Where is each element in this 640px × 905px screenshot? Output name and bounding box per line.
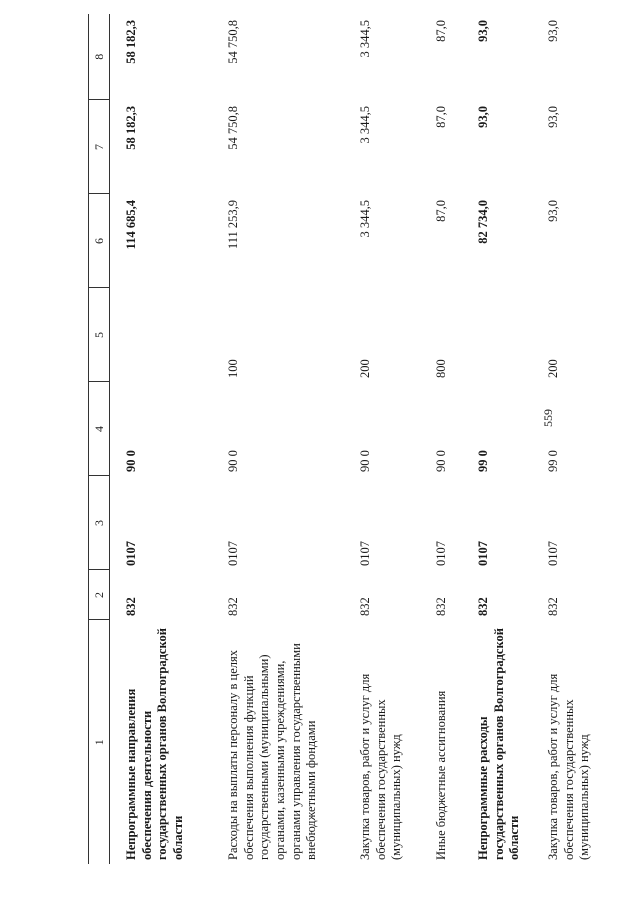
table-body: [110, 14, 607, 864]
row-expense-type: [110, 288, 211, 382]
row-program-code: 99 0: [476, 450, 490, 472]
header-row: [89, 14, 110, 864]
header-col-1: 1: [89, 620, 110, 864]
row-amount-col8: 87,0: [434, 20, 448, 42]
header-col-8: 8: [89, 14, 110, 100]
row-ministry-code: 832: [476, 597, 490, 616]
header-col-3: 3: [89, 476, 110, 570]
row-amount-col7: 54 750,8: [226, 106, 240, 150]
row-ministry-code: 832: [546, 597, 560, 616]
row-ministry-code: 832: [434, 597, 448, 616]
table-row: [110, 14, 211, 864]
row-section-code: 0107: [434, 541, 448, 566]
budget-table-container: [88, 14, 598, 864]
row-amount-col7: 93,0: [546, 106, 560, 128]
table-row: [346, 14, 422, 864]
row-name: Закупка товаров, работ и услуг для обеспечения государственных (муниципальных) нужд: [358, 673, 404, 860]
row-ministry-code: 832: [124, 597, 138, 616]
header-col-4: 4: [89, 382, 110, 476]
row-expense-type: 100: [226, 359, 240, 378]
row-amount-col6: 87,0: [434, 200, 448, 222]
row-amount-col8: 3 344,5: [358, 20, 372, 58]
row-amount-col7: 87,0: [434, 106, 448, 128]
row-name: Расходы на выплаты персоналу в целях обеспечения выполнения функций государственными (муниципальными) органами, казенными учреждениями, органами управления государственными внебюджетными фондами: [226, 643, 319, 860]
row-amount-col8: 54 750,8: [226, 20, 240, 64]
row-ministry-code: 832: [358, 597, 372, 616]
row-section-code: 0107: [124, 541, 138, 566]
budget-table: [88, 14, 606, 864]
header-col-6: 6: [89, 194, 110, 288]
row-section-code: 0107: [546, 541, 560, 566]
header-col-5: 5: [89, 288, 110, 382]
row-amount-col7: 93,0: [476, 106, 490, 128]
row-program-code: 90 0: [124, 450, 138, 472]
row-section-code: 0107: [358, 541, 372, 566]
page-number: 559: [541, 409, 555, 427]
row-section-code: 0107: [476, 541, 490, 566]
row-amount-col8: 93,0: [476, 20, 490, 42]
row-amount-col6: 3 344,5: [358, 200, 372, 238]
row-program-code: 99 0: [546, 450, 560, 472]
row-expense-type: 800: [434, 359, 448, 378]
row-amount-col7: 3 344,5: [358, 106, 372, 144]
table-header: [89, 14, 110, 864]
row-amount-col6: 111 253,9: [226, 200, 240, 250]
row-amount-col6: 93,0: [546, 200, 560, 222]
row-program-code: 90 0: [434, 450, 448, 472]
row-amount-col6: 82 734,0: [476, 200, 490, 244]
row-amount-col6: 114 685,4: [124, 200, 138, 250]
table-row: [534, 14, 606, 864]
row-amount-col8: 58 182,3: [124, 20, 138, 64]
row-section-code: 0107: [226, 541, 240, 566]
table-row: [422, 14, 464, 864]
table-row: [210, 14, 346, 864]
header-col-7: 7: [89, 100, 110, 194]
row-name: Непрограммные расходы государственных органов Волгоградской области: [476, 628, 522, 860]
row-name: Иные бюджетные ассигнования: [434, 690, 448, 860]
row-amount-col7: 58 182,3: [124, 106, 138, 150]
row-ministry-code: 832: [226, 597, 240, 616]
row-program-code: 90 0: [226, 450, 240, 472]
row-expense-type: 200: [546, 359, 560, 378]
row-program-code: 90 0: [358, 450, 372, 472]
row-expense-type: 200: [358, 359, 372, 378]
row-amount-col8: 93,0: [546, 20, 560, 42]
row-expense-type: [464, 288, 534, 382]
row-name: Непрограммные направления обеспечения деятельности государственных органов Волгоградской области: [124, 628, 185, 860]
header-col-2: 2: [89, 570, 110, 620]
table-row: [464, 14, 534, 864]
row-name: Закупка товаров, работ и услуг для обеспечения государственных (муниципальных) нужд: [546, 673, 592, 860]
